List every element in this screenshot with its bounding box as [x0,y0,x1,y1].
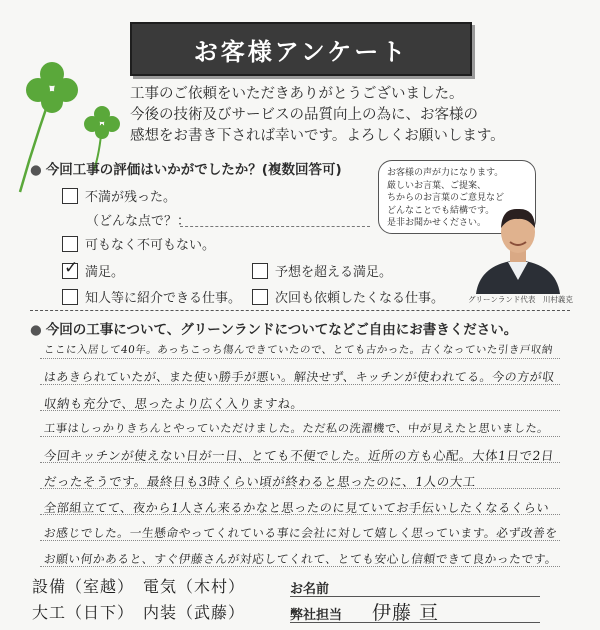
rep-name: 伊藤 亘 [372,602,440,624]
handwritten-comment-line: だったそうです。最終日も3時くらい頃が終わると思ったのに、1人の大工 [43,474,477,489]
question-1-label: ● 今回工事の評価はいかがでしたか？(複数回答可) [30,162,342,178]
option-dissatisfied[interactable]: 不満が残った。 [62,186,176,205]
option-hint: （どんな点で？： [86,214,191,229]
writing-line [40,436,560,437]
clover-icon [14,52,134,202]
option-recommendable[interactable]: 知人等に紹介できる仕事。 [62,287,241,306]
staff-note-line-1: 設備（室越） 電気（木村） [32,577,246,596]
handwritten-comment-line: ここに入居して40年。あっちこっち傷んできていたので、とても古かった。古くなっていた引き戸収納 [43,344,554,356]
checkbox[interactable] [62,188,78,204]
name-label: お名前 [290,582,330,597]
speech-bubble: お客様の声が力になります。 厳しいお言葉、ご提案、 ちからのお言葉のご意見など どんなことでも結構です。 是非お聞かせください。 [378,160,536,234]
representative-photo [468,198,568,294]
checkbox[interactable] [62,236,78,252]
option-request-again[interactable]: 次回も依頼したくなる仕事。 [252,287,444,306]
question-2-label: ● 今回の工事について、グリーンランドについてなどご自由にお書きください。 [30,322,518,338]
handwritten-comment-line: お感じでした。一生懸命やってくれている事に会社に対して嬉しく思っています。必ず改善を [43,526,559,540]
option-beyond-expectation[interactable]: 予想を超える満足。 [252,261,392,280]
rep-line [290,622,540,623]
option-satisfied[interactable]: ✓ 満足。 [64,257,125,280]
title-banner [130,22,472,76]
intro-text: 工事のご依頼をいただきありがとうございました。 今後の技術及びサービスの品質向上の為に、お客様の 感想をお書き下されば幸いです。よろしくお願いします。 [130,86,505,144]
handwritten-comment-line: 今回キッチンが使えない日が一日、とても不便でした。近所の方も心配。大体1日で2日 [43,448,555,463]
handwritten-comment-line: 全部組立てて、夜から1人さん来るかなと思ったのに見ていてお手伝いしたくなるくらい [43,501,550,515]
writing-line [40,358,560,359]
checkbox-checked[interactable] [62,257,79,279]
checkbox[interactable] [252,263,268,279]
rep-label: 弊社担当 [290,608,343,623]
check-mark-icon: ✓ [64,257,79,278]
staff-note-line-2: 大工（日下） 内装（武藤） [32,603,246,622]
checkbox[interactable] [252,289,268,305]
handwritten-comment-line: お願い何かあると、すぐ伊藤さんが対応してくれて、とても安心し信頼できて良かったです。 [43,552,559,566]
handwritten-comment-line: 収納も充分で、思ったより広く入りますね。 [43,396,305,411]
section-divider [30,310,570,311]
page-title: お客様アンケート [193,37,409,66]
handwritten-comment-line: はあきられていたが、また使い勝手が悪い。解決せず、キッチンが使われてる。今の方が収 [43,370,556,384]
name-line [290,596,540,597]
checkbox[interactable] [62,289,78,305]
handwritten-comment-line: 工事はしっかりきちんとやっていただけました。ただ私の洗濯機で、中が見えたと思いました。 [43,422,550,435]
photo-caption: グリーンランド代表 川村義克 [468,295,573,304]
hint-answer-line [180,226,370,227]
option-neutral[interactable]: 可もなく不可もない。 [62,234,215,253]
